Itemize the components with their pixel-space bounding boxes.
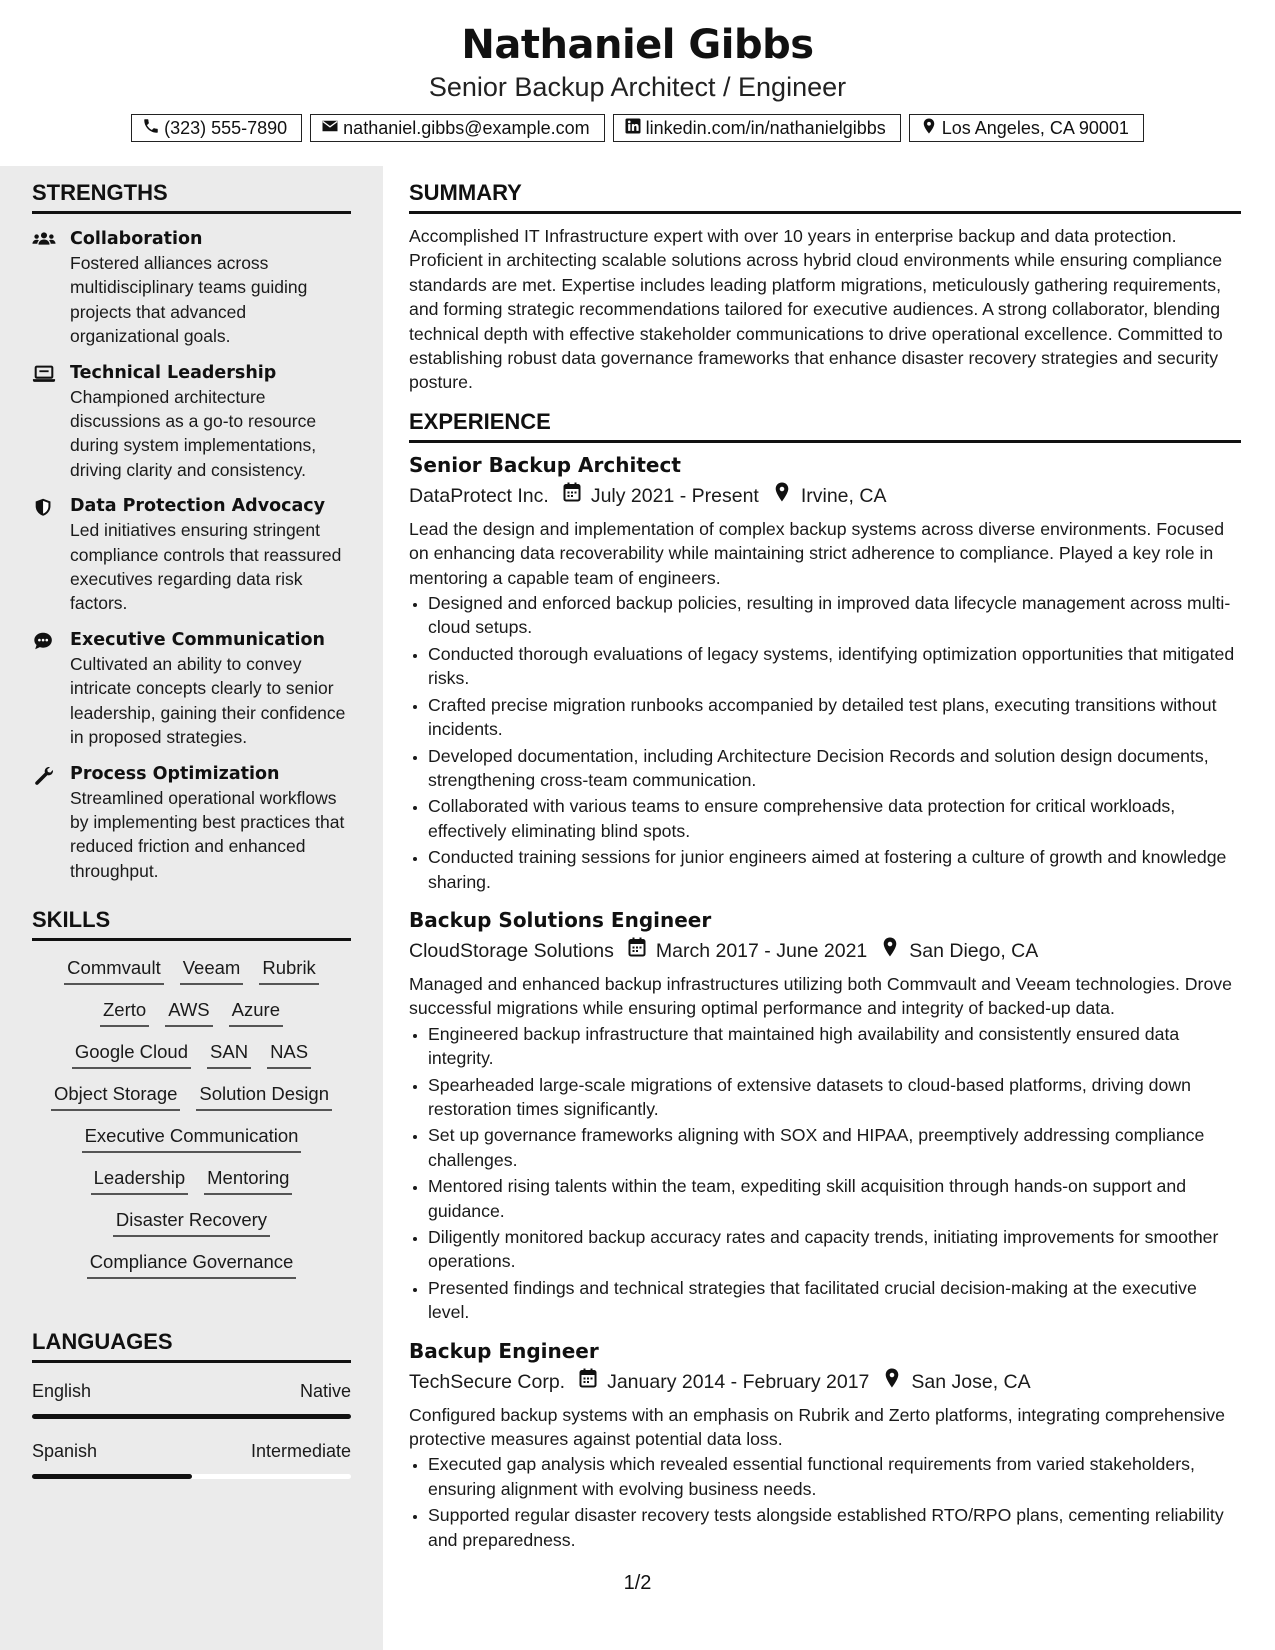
- strengths-list: [32, 228, 351, 883]
- skill-tag: AWS: [165, 999, 212, 1027]
- job-location: San Jose, CA: [911, 1370, 1031, 1393]
- skill-tag: Executive Communication: [82, 1125, 302, 1153]
- skill-tag: Commvault: [64, 957, 164, 985]
- job-entry: [409, 1337, 1241, 1552]
- job-bullet: • Mentored rising talents within the team, expediting skill acquisition through hands-on support and guidance.: [428, 1174, 1241, 1223]
- job-bullet: • Conducted training sessions for junior engineers aimed at fostering a culture of growth and knowledge sharing.: [428, 845, 1241, 894]
- job-dates: January 2014 - February 2017: [607, 1370, 870, 1393]
- skill-tag: SAN: [207, 1041, 251, 1069]
- job-company: TechSecure Corp.: [409, 1370, 566, 1393]
- languages-list: [32, 1381, 351, 1479]
- strength-title: Process Optimization: [70, 763, 280, 784]
- strength-item: [32, 495, 351, 616]
- skill-tag: Object Storage: [51, 1083, 180, 1111]
- speech-bubble-icon: [32, 629, 70, 750]
- job-entry: [409, 906, 1241, 1325]
- strength-desc: Streamlined operational workflows by implementing best practices that reduced friction and enhanced throughput.: [70, 787, 345, 881]
- language-level: Native: [299, 1381, 351, 1402]
- job-bullet: • Collaborated with various teams to ensure comprehensive data protection for critical workloads, effectively eliminating blind spots.: [428, 794, 1241, 843]
- strength-desc: Cultivated an ability to convey intricate concepts clearly to senior leadership, gaining their confidence in proposed strategies.: [70, 653, 346, 748]
- strength-item: [32, 629, 351, 750]
- languages-heading: LANGUAGES: [32, 1329, 351, 1363]
- job-bullet: • Developed documentation, including Architecture Decision Records and solution design documents, strengthening cross-team communication.: [428, 744, 1241, 793]
- job-bullet: • Executed gap analysis which revealed essential functional requirements from varied stakeholders, ensuring alignment with evolving business needs.: [428, 1452, 1241, 1501]
- strength-item: [32, 228, 351, 349]
- strength-title: Technical Leadership: [70, 362, 277, 383]
- job-bullet: • Crafted precise migration runbooks accompanied by detailed test plans, executing transitions without incidents.: [428, 693, 1241, 742]
- job-bullet: • Engineered backup infrastructure that maintained high availability and consistently ensured data integrity.: [428, 1022, 1241, 1071]
- skill-tag: Zerto: [100, 999, 149, 1027]
- language-proficiency-fill: [32, 1474, 192, 1479]
- contact-email[interactable]: [310, 114, 604, 142]
- strength-title: Executive Communication: [70, 629, 325, 650]
- contact-linkedin-text: linkedin.com/in/nathanielgibbs: [645, 117, 886, 138]
- job-bullets: [409, 591, 1241, 894]
- linkedin-icon: [624, 117, 642, 140]
- shield-icon: [32, 495, 70, 616]
- experience-heading: EXPERIENCE: [409, 409, 1241, 443]
- job-dates: July 2021 - Present: [590, 484, 759, 507]
- contact-bar: [0, 114, 1275, 142]
- language-proficiency-fill: [32, 1414, 351, 1419]
- skill-tag: Solution Design: [196, 1083, 332, 1111]
- calendar-icon: [565, 1368, 607, 1396]
- strength-item: [32, 362, 351, 483]
- users-icon: [32, 228, 70, 349]
- skill-tag: NAS: [267, 1041, 311, 1069]
- summary-text: Accomplished IT Infrastructure expert with over 10 years in enterprise backup and data protection. Proficient in architecting scalable solutions across hybrid cloud environments while ensuring compliance standards are met. Expertise includes leading platform migrations, meticulously gathering requirements, and forming strategic recommendations tailored for executive audiences. A strong collaborator, blending technical depth with effective stakeholder communications to drive operational excellence. Committed to establishing robust data governance frameworks that enhance disaster recovery strategies and security posture.: [409, 226, 1223, 393]
- experience-list: [409, 451, 1241, 1552]
- language-name: English: [32, 1381, 92, 1402]
- main-content: [409, 166, 1241, 1554]
- resume-header: [0, 0, 1275, 166]
- language-proficiency-bar: [32, 1474, 351, 1479]
- language-proficiency-bar: [32, 1414, 351, 1419]
- job-entry: [409, 451, 1241, 894]
- strength-title: Data Protection Advocacy: [70, 496, 326, 517]
- contact-phone-text: (323) 555-7890: [164, 117, 288, 138]
- page-number: 1/2: [623, 1572, 652, 1594]
- job-dates: March 2017 - June 2021: [655, 939, 868, 962]
- skill-tag: Google Cloud: [72, 1041, 191, 1069]
- skill-tag: Mentoring: [204, 1167, 292, 1195]
- job-bullet: • Diligently monitored backup accuracy rates and capacity trends, initiating improvements for smoother operations.: [428, 1225, 1241, 1274]
- language-name: Spanish: [32, 1441, 98, 1462]
- skill-tag: Azure: [229, 999, 283, 1027]
- job-bullet: • Designed and enforced backup policies, resulting in improved data lifecycle management across multi-cloud setups.: [428, 591, 1241, 640]
- job-title: Backup Engineer: [409, 1338, 599, 1363]
- strength-desc: Fostered alliances across multidisciplinary teams guiding projects that advanced organizational goals.: [70, 253, 308, 347]
- job-description: Managed and enhanced backup infrastructures utilizing both Commvault and Veeam technologies. Drove successful migrations while ensuring optimal performance and integrity of backed-up data.: [409, 973, 1232, 1019]
- candidate-name: Nathaniel Gibbs: [461, 22, 814, 68]
- summary-heading: SUMMARY: [409, 180, 1241, 214]
- contact-location-text: Los Angeles, CA 90001: [941, 117, 1129, 138]
- calendar-icon: [614, 937, 656, 965]
- laptop-icon: [32, 362, 70, 483]
- job-description: Configured backup systems with an emphasis on Rubrik and Zerto platforms, integrating comprehensive protective measures against potential data loss.: [409, 1404, 1225, 1450]
- map-pin-icon: [867, 937, 909, 965]
- candidate-title: Senior Backup Architect / Engineer: [428, 72, 847, 102]
- job-title: Backup Solutions Engineer: [409, 907, 712, 932]
- skill-tag: Compliance Governance: [87, 1251, 297, 1279]
- language-level: Intermediate: [250, 1441, 351, 1462]
- calendar-icon: [549, 482, 591, 510]
- job-meta: [409, 1368, 1241, 1396]
- map-pin-icon: [759, 482, 801, 510]
- map-pin-icon: [920, 117, 938, 140]
- contact-location: [909, 114, 1144, 142]
- skills-heading: SKILLS: [32, 907, 351, 941]
- job-bullets: [409, 1452, 1241, 1552]
- strength-item: [32, 763, 351, 884]
- job-bullet: • Spearheaded large-scale migrations of extensive datasets to cloud-based platforms, driving down restoration times significantly.: [428, 1073, 1241, 1122]
- job-bullet: • Supported regular disaster recovery tests alongside established RTO/RPO plans, cementing reliability and preparedness.: [428, 1503, 1241, 1552]
- map-pin-icon: [869, 1368, 911, 1396]
- skill-tag: Leadership: [91, 1167, 189, 1195]
- contact-linkedin[interactable]: [613, 114, 901, 142]
- job-meta: [409, 482, 1241, 510]
- job-bullet: • Presented findings and technical strategies that facilitated crucial decision-making at the executive level.: [428, 1276, 1241, 1325]
- job-location: Irvine, CA: [800, 484, 887, 507]
- language-item: [32, 1441, 351, 1479]
- job-description: Lead the design and implementation of complex backup systems across diverse environments. Focused on enhancing data recoverability while maintaining strict adherence to compliance. Played a key role in mentoring a capable team of engineers.: [409, 518, 1225, 588]
- job-bullet: • Conducted thorough evaluations of legacy systems, identifying optimization opportunities that mitigated risks.: [428, 642, 1241, 691]
- sidebar: [0, 166, 383, 1650]
- job-bullets: [409, 1022, 1241, 1325]
- strength-desc: Led initiatives ensuring stringent compliance controls that reassured executives regarding data risk factors.: [70, 520, 342, 614]
- skill-tag: Rubrik: [259, 957, 318, 985]
- job-company: DataProtect Inc.: [409, 484, 549, 507]
- job-location: San Diego, CA: [909, 939, 1039, 962]
- wrench-icon: [32, 763, 70, 884]
- language-item: [32, 1381, 351, 1419]
- job-title: Senior Backup Architect: [409, 452, 681, 477]
- phone-icon: [142, 117, 160, 140]
- contact-phone[interactable]: [131, 114, 302, 142]
- job-company: CloudStorage Solutions: [409, 939, 614, 962]
- contact-email-text: nathaniel.gibbs@example.com: [343, 117, 590, 138]
- envelope-icon: [321, 117, 339, 140]
- job-bullet: • Set up governance frameworks aligning with SOX and HIPAA, preemptively addressing compliance challenges.: [428, 1123, 1241, 1172]
- skills-list: [32, 957, 351, 1279]
- skill-tag: Disaster Recovery: [113, 1209, 270, 1237]
- skill-tag: Veeam: [180, 957, 244, 985]
- strength-title: Collaboration: [70, 229, 203, 249]
- strength-desc: Championed architecture discussions as a go-to resource during system implementations, driving clarity and consistency.: [70, 386, 317, 480]
- job-meta: [409, 937, 1241, 965]
- strengths-heading: STRENGTHS: [32, 180, 351, 214]
